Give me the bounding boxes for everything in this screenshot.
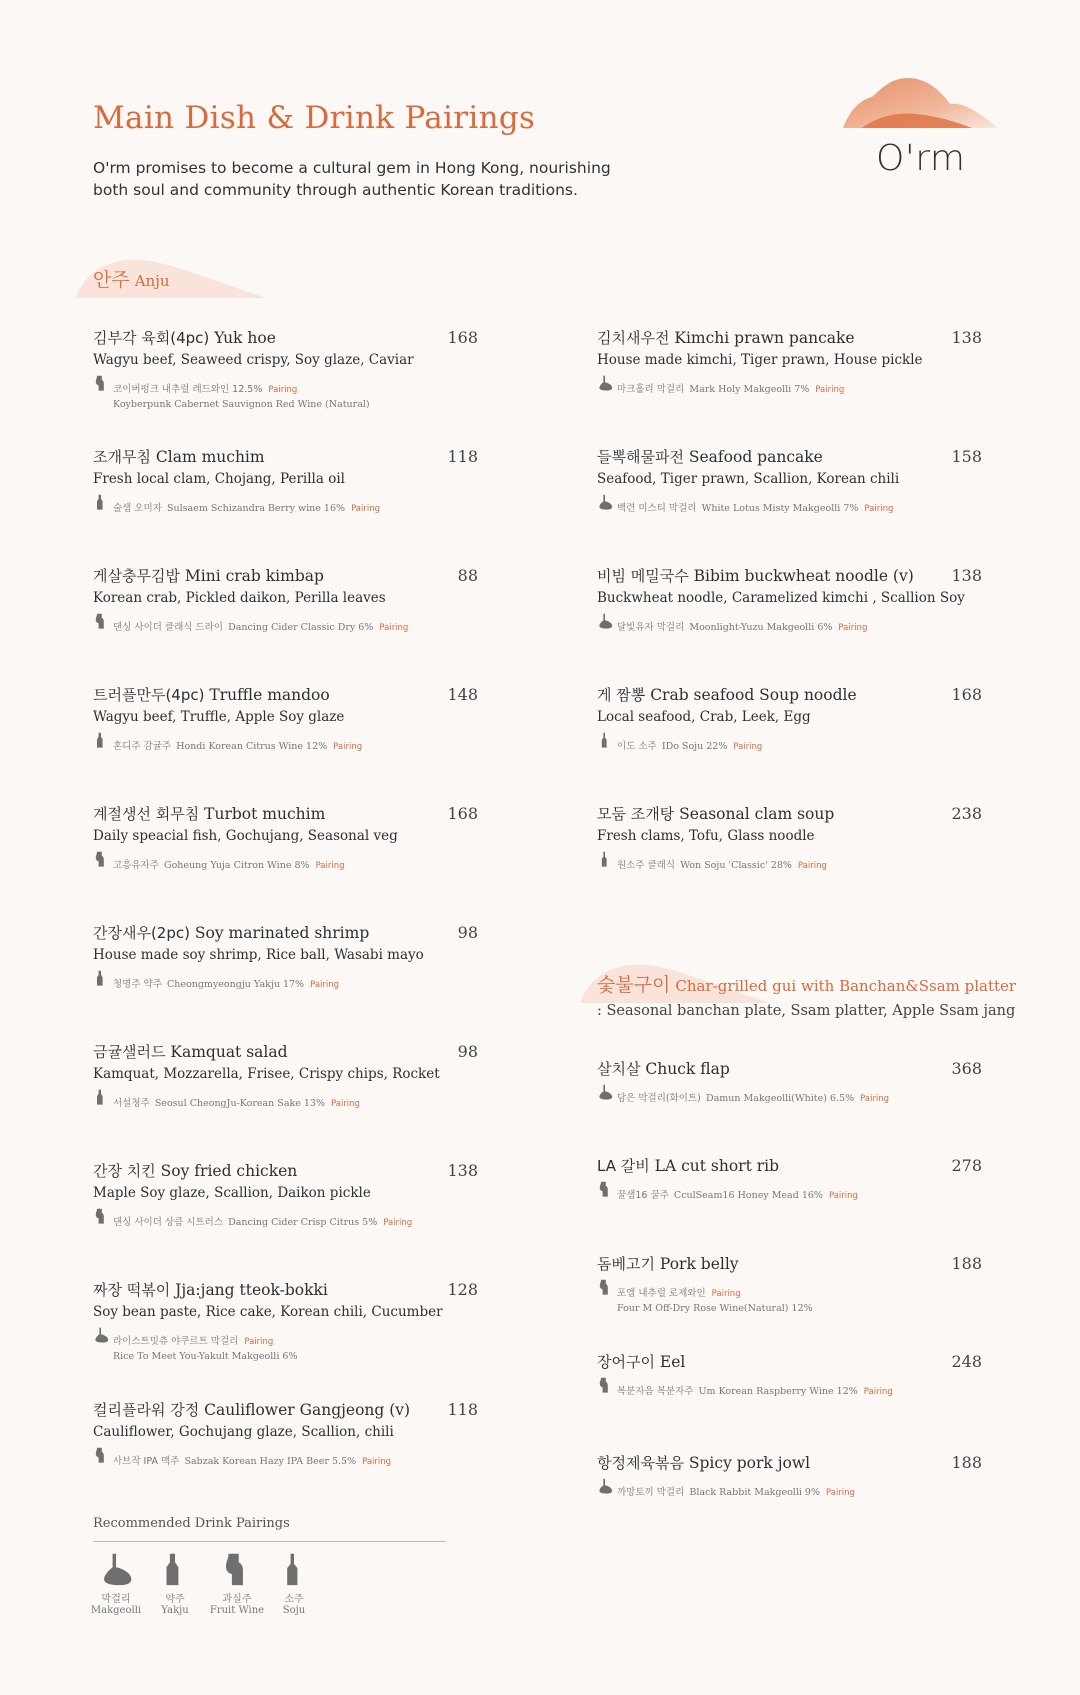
pairing-english: Mark Holy Makgeolli 7% — [689, 384, 810, 395]
dish-name-korean: 게살충무김밥 — [93, 567, 180, 585]
dish-description: Daily speacial fish, Gochujang, Seasonal veg — [93, 828, 398, 844]
menu-item — [597, 685, 982, 753]
pairing-english: Moonlight-Yuzu Makgeolli 6% — [689, 622, 833, 633]
drink-pairing — [597, 1183, 982, 1202]
dish-price: 168 — [447, 804, 478, 823]
anju-section-header — [93, 265, 170, 292]
dish-name — [93, 328, 478, 348]
dish-name-korean: 모둠 조개탕 — [597, 805, 675, 823]
anju-title-korean: 안주 — [93, 269, 130, 291]
dish-name — [597, 1352, 982, 1372]
dish-description: Seafood, Tiger prawn, Scallion, Korean chili — [597, 471, 900, 487]
pairing-english: Damun Makgeolli(White) 6.5% — [705, 1093, 855, 1104]
pairing-tag: Pairing — [815, 385, 845, 395]
pairing-english: Hondi Korean Citrus Wine 12% — [176, 741, 328, 752]
dish-price: 128 — [447, 1280, 478, 1299]
drink-pairing — [93, 734, 478, 753]
grill-title-english: Char-grilled gui with Banchan&Ssam platter — [675, 977, 1017, 995]
dish-description: Soy bean paste, Rice cake, Korean chili, Cucumber — [93, 1304, 443, 1320]
dish-name — [597, 447, 982, 467]
drink-pairing — [93, 1449, 478, 1468]
dish-description: Wagyu beef, Seaweed crispy, Soy glaze, Caviar — [93, 352, 414, 368]
dish-name — [93, 804, 478, 824]
dish-name-english: Kimchi prawn pancake — [674, 329, 855, 347]
legend-divider — [93, 1541, 446, 1542]
dish-name-korean: 장어구이 — [597, 1353, 655, 1371]
menu-item — [597, 1352, 982, 1398]
dish-name-english: Soy fried chicken — [160, 1162, 298, 1180]
dish-name-korean: 컬리플라워 강정 — [93, 1401, 200, 1419]
pairing-detail: Four M Off-Dry Rose Wine(Natural) 12% — [617, 1303, 813, 1314]
legend-item — [259, 1552, 329, 1616]
pairing-korean: 복분자음 복분자주 — [617, 1386, 694, 1397]
dish-name — [597, 1059, 982, 1079]
menu-item — [597, 1254, 982, 1314]
anju-title-english: Anju — [134, 272, 170, 290]
dish-description: Korean crab, Pickled daikon, Perilla leaves — [93, 590, 386, 606]
drink-pairing — [93, 972, 478, 991]
dish-name-english: Spicy pork jowl — [688, 1454, 811, 1472]
dish-name — [597, 1453, 982, 1473]
dish-name-english: Soy marinated shrimp — [194, 924, 370, 942]
mountain-logo-icon — [838, 70, 1008, 140]
intro-text: O'rm promises to become a cultural gem in Hong Kong, nourishing both soul and community through authentic Korean traditions. — [93, 159, 611, 199]
legend-korean: 과실주 — [222, 1594, 252, 1605]
dish-name-korean: 돔베고기 — [597, 1255, 655, 1273]
dish-price: 98 — [457, 923, 478, 942]
grill-title-korean: 숯불구이 — [597, 974, 671, 996]
yakju-icon — [140, 1552, 210, 1586]
dish-price: 188 — [951, 1453, 982, 1472]
pairing-english: Dancing Cider Crisp Citrus 5% — [228, 1217, 378, 1228]
dish-name-korean: 김부각 육회(4pc) — [93, 329, 210, 347]
dish-price: 188 — [951, 1254, 982, 1273]
drink-pairing — [93, 853, 478, 872]
pairing-english: Won Soju 'Classic' 28% — [680, 860, 792, 871]
menu-item — [93, 1280, 478, 1362]
dish-name-korean: 조개무침 — [93, 448, 151, 466]
pairing-korean: 청명주 약주 — [113, 979, 162, 990]
pairing-korean: 담은 막걸리(화이트) — [617, 1093, 701, 1104]
pairing-korean: 술샘 오미자 — [113, 503, 162, 514]
pairing-tag: Pairing — [351, 504, 381, 514]
dish-name — [597, 1254, 982, 1274]
dish-name-korean: LA 갈비 — [597, 1157, 650, 1175]
menu-item — [597, 1453, 982, 1499]
dish-price: 138 — [951, 328, 982, 347]
dish-description: Kamquat, Mozzarella, Frisee, Crispy chips, Rocket — [93, 1066, 440, 1082]
pairing-english: Sulsaem Schizandra Berry wine 16% — [167, 503, 346, 514]
pairing-detail: Rice To Meet You-Yakult Makgeolli 6% — [113, 1351, 298, 1362]
drink-pairing — [597, 1281, 982, 1314]
drink-pairing — [93, 1329, 478, 1362]
drink-pairing — [93, 1210, 478, 1229]
dish-name-korean: 계절생선 회무침 — [93, 805, 200, 823]
dish-name-english: Eel — [659, 1353, 686, 1371]
pairing-tag: Pairing — [331, 1099, 360, 1109]
drink-pairing — [597, 615, 982, 634]
dish-description: Fresh local clam, Chojang, Perilla oil — [93, 471, 345, 487]
pairing-tag: Pairing — [711, 1289, 741, 1299]
dish-description: House made kimchi, Tiger prawn, House pickle — [597, 352, 923, 368]
menu-item — [93, 1042, 478, 1110]
pairing-tag: Pairing — [733, 742, 763, 752]
drink-pairing — [597, 496, 982, 515]
dish-price: 118 — [447, 447, 478, 466]
pairing-english: CculSeam16 Honey Mead 16% — [673, 1190, 823, 1201]
pairing-tag: Pairing — [362, 1457, 392, 1467]
dish-description: Buckwheat noodle, Caramelized kimchi , Scallion Soy — [597, 590, 965, 606]
dish-price: 138 — [951, 566, 982, 585]
page-title: Main Dish & Drink Pairings — [93, 100, 536, 136]
pairing-tag: Pairing — [863, 1387, 893, 1397]
pairing-tag: Pairing — [268, 385, 298, 395]
pairing-tag: Pairing — [826, 1488, 855, 1498]
pairing-tag: Pairing — [797, 861, 827, 871]
pairing-tag: Pairing — [315, 861, 345, 871]
legend-korean: 약주 — [165, 1594, 185, 1605]
dish-name — [93, 1280, 478, 1300]
dish-price: 278 — [951, 1156, 982, 1175]
pairing-korean: 달빛유자 막걸리 — [617, 622, 685, 633]
drink-pairing — [597, 1480, 982, 1499]
pairing-english: IDo Soju 22% — [661, 741, 728, 752]
menu-item — [93, 685, 478, 753]
menu-item — [93, 328, 478, 410]
drink-pairing — [597, 1086, 982, 1105]
dish-name-korean: 게 짬뽕 — [597, 686, 646, 704]
menu-item — [597, 447, 982, 515]
menu-item — [597, 804, 982, 872]
drink-pairing — [597, 853, 982, 872]
dish-name-english: Clam muchim — [155, 448, 265, 466]
pairing-tag: Pairing — [244, 1337, 274, 1347]
legend-english: Soju — [282, 1605, 306, 1616]
pairing-korean: 마크홀리 막걸리 — [617, 384, 685, 395]
pairing-english: Black Rabbit Makgeolli 9% — [689, 1487, 820, 1498]
drink-pairing — [93, 377, 478, 410]
dish-name-english: Seafood pancake — [688, 448, 823, 466]
dish-name-korean: 들뽁해물파전 — [597, 448, 684, 466]
dish-name-english: Seasonal clam soup — [679, 805, 835, 823]
dish-price: 118 — [447, 1400, 478, 1419]
dish-description: Fresh clams, Tofu, Glass noodle — [597, 828, 815, 844]
pairing-korean: 원소주 클래식 — [617, 860, 676, 871]
dish-name-korean: 비빔 메밀국수 — [597, 567, 689, 585]
pairing-korean: 혼디주 감귤주 — [113, 741, 172, 752]
dish-name — [597, 804, 982, 824]
dish-name-english: Jja:jang tteok-bokki — [175, 1281, 328, 1299]
menu-item — [597, 1059, 982, 1105]
dish-description: Cauliflower, Gochujang glaze, Scallion, chili — [93, 1424, 394, 1440]
dish-name — [93, 1400, 478, 1420]
pairing-tag: Pairing — [310, 980, 340, 990]
dish-name — [93, 447, 478, 467]
drink-pairing — [93, 496, 478, 515]
pairing-english: Sabzak Korean Hazy IPA Beer 5.5% — [184, 1456, 357, 1467]
dish-name-english: Kamquat salad — [170, 1043, 288, 1061]
menu-item — [93, 566, 478, 634]
dish-description: House made soy shrimp, Rice ball, Wasabi mayo — [93, 947, 424, 963]
dish-name-korean: 항정제육볶음 — [597, 1454, 684, 1472]
dish-name-english: Pork belly — [659, 1255, 739, 1273]
dish-name-english: Cauliflower Gangjeong (v) — [204, 1401, 411, 1419]
pairing-korean: 댄싱 사이더 클래식 드라이 — [113, 622, 224, 633]
pairing-english: Cheongmyeongju Yakju 17% — [167, 979, 305, 990]
drink-pairing — [93, 615, 478, 634]
pairing-korean: 라이스트밋츄 야쿠르트 막걸리 — [113, 1336, 239, 1347]
legend-english: Yakju — [161, 1605, 189, 1616]
dish-name — [597, 566, 982, 586]
drink-pairing — [597, 377, 982, 396]
pairing-korean: 고흥유자주 — [113, 860, 159, 871]
dish-name-english: Yuk hoe — [214, 329, 276, 347]
dish-name-korean: 짜장 떡볶이 — [93, 1281, 171, 1299]
pairing-english: Um Korean Raspberry Wine 12% — [698, 1386, 858, 1397]
dish-name — [93, 685, 478, 705]
pairing-english: Goheung Yuja Citron Wine 8% — [163, 860, 310, 871]
pairing-korean: 코이버펑크 내추럴 레드와인 12.5% — [113, 384, 263, 395]
menu-item — [93, 804, 478, 872]
legend-english: Fruit Wine — [209, 1605, 265, 1616]
drink-pairing — [597, 734, 982, 753]
pairing-tag: Pairing — [828, 1191, 858, 1201]
menu-item — [93, 447, 478, 515]
dish-price: 368 — [951, 1059, 982, 1078]
pairing-english: Dancing Cider Classic Dry 6% — [228, 622, 374, 633]
dish-name-english: Mini crab kimbap — [184, 567, 324, 585]
dish-price: 238 — [951, 804, 982, 823]
dish-name — [93, 923, 478, 943]
dish-description: Wagyu beef, Truffle, Apple Soy glaze — [93, 709, 345, 725]
dish-name-korean: 간장 치킨 — [93, 1162, 156, 1180]
grill-subtitle: : Seasonal banchan plate, Ssam platter, Apple Ssam jang — [597, 1003, 1016, 1019]
pairing-tag: Pairing — [838, 623, 868, 633]
brand-logo — [838, 70, 1008, 190]
dish-name-english: Turbot muchim — [204, 805, 326, 823]
dish-name-english: Crab seafood Soup noodle — [650, 686, 857, 704]
menu-item — [597, 566, 982, 634]
dish-name-english: Bibim buckwheat noodle (v) — [693, 567, 914, 585]
pairing-korean: 포엠 내추럴 로제와인 — [617, 1288, 706, 1299]
pairing-tag: Pairing — [864, 504, 894, 514]
dish-price: 158 — [951, 447, 982, 466]
dish-price: 248 — [951, 1352, 982, 1371]
legend-korean: 소주 — [284, 1594, 304, 1605]
menu-item — [597, 1156, 982, 1202]
dish-name-korean: 김치새우전 — [597, 329, 670, 347]
pairing-english: White Lotus Misty Makgeolli 7% — [701, 503, 859, 514]
dish-name — [93, 1161, 478, 1181]
menu-item — [93, 1400, 478, 1468]
dish-name — [93, 1042, 478, 1062]
dish-name-korean: 트러플만두(4pc) — [93, 686, 205, 704]
dish-name — [93, 566, 478, 586]
pairing-korean: 꿀샘16 꿀주 — [617, 1190, 669, 1201]
dish-name-korean: 금귤샐러드 — [93, 1043, 166, 1061]
menu-item — [93, 1161, 478, 1229]
pairing-english: Seosul CheongJu-Korean Sake 13% — [154, 1098, 325, 1109]
drink-pairing — [597, 1379, 982, 1398]
soju-icon — [259, 1552, 329, 1586]
dish-name-korean: 살치살 — [597, 1060, 641, 1078]
pairing-tag: Pairing — [383, 1218, 413, 1228]
dish-description: Local seafood, Crab, Leek, Egg — [597, 709, 811, 725]
dish-name-english: Truffle mandoo — [209, 686, 330, 704]
dish-description: Maple Soy glaze, Scallion, Daikon pickle — [93, 1185, 371, 1201]
dish-price: 138 — [447, 1161, 478, 1180]
legend-title: Recommended Drink Pairings — [93, 1516, 290, 1531]
pairing-korean: 백련 미스티 막걸리 — [617, 503, 697, 514]
drink-pairing — [93, 1091, 478, 1110]
pairing-korean: 댄싱 사이더 상큼 시트러스 — [113, 1217, 224, 1228]
logo-wordmark: O'rm — [876, 138, 966, 179]
dish-name-english: Chuck flap — [645, 1060, 730, 1078]
dish-price: 98 — [457, 1042, 478, 1061]
pairing-korean: 이도 소주 — [617, 741, 657, 752]
legend-english: Makgeolli — [90, 1605, 142, 1616]
dish-price: 168 — [447, 328, 478, 347]
dish-price: 148 — [447, 685, 478, 704]
menu-item — [93, 923, 478, 991]
dish-price: 168 — [951, 685, 982, 704]
pairing-korean: 사브작 IPA 맥주 — [113, 1456, 180, 1467]
dish-name — [597, 685, 982, 705]
pairing-detail: Koyberpunk Cabernet Sauvignon Red Wine (Natural) — [113, 399, 370, 410]
pairing-tag: Pairing — [379, 623, 409, 633]
grill-section-header — [597, 970, 1016, 997]
legend-korean: 막걸리 — [101, 1594, 131, 1605]
dish-name — [597, 1156, 982, 1176]
menu-item — [597, 328, 982, 396]
pairing-korean: 서설청주 — [113, 1098, 150, 1109]
pairing-tag: Pairing — [333, 742, 363, 752]
dish-name-korean: 간장새우(2pc) — [93, 924, 190, 942]
dish-name-english: LA cut short rib — [654, 1157, 780, 1175]
pairing-tag: Pairing — [860, 1094, 890, 1104]
dish-name — [597, 328, 982, 348]
dish-price: 88 — [457, 566, 478, 585]
pairing-korean: 까망토끼 막걸리 — [617, 1487, 685, 1498]
legend-item — [140, 1552, 210, 1616]
